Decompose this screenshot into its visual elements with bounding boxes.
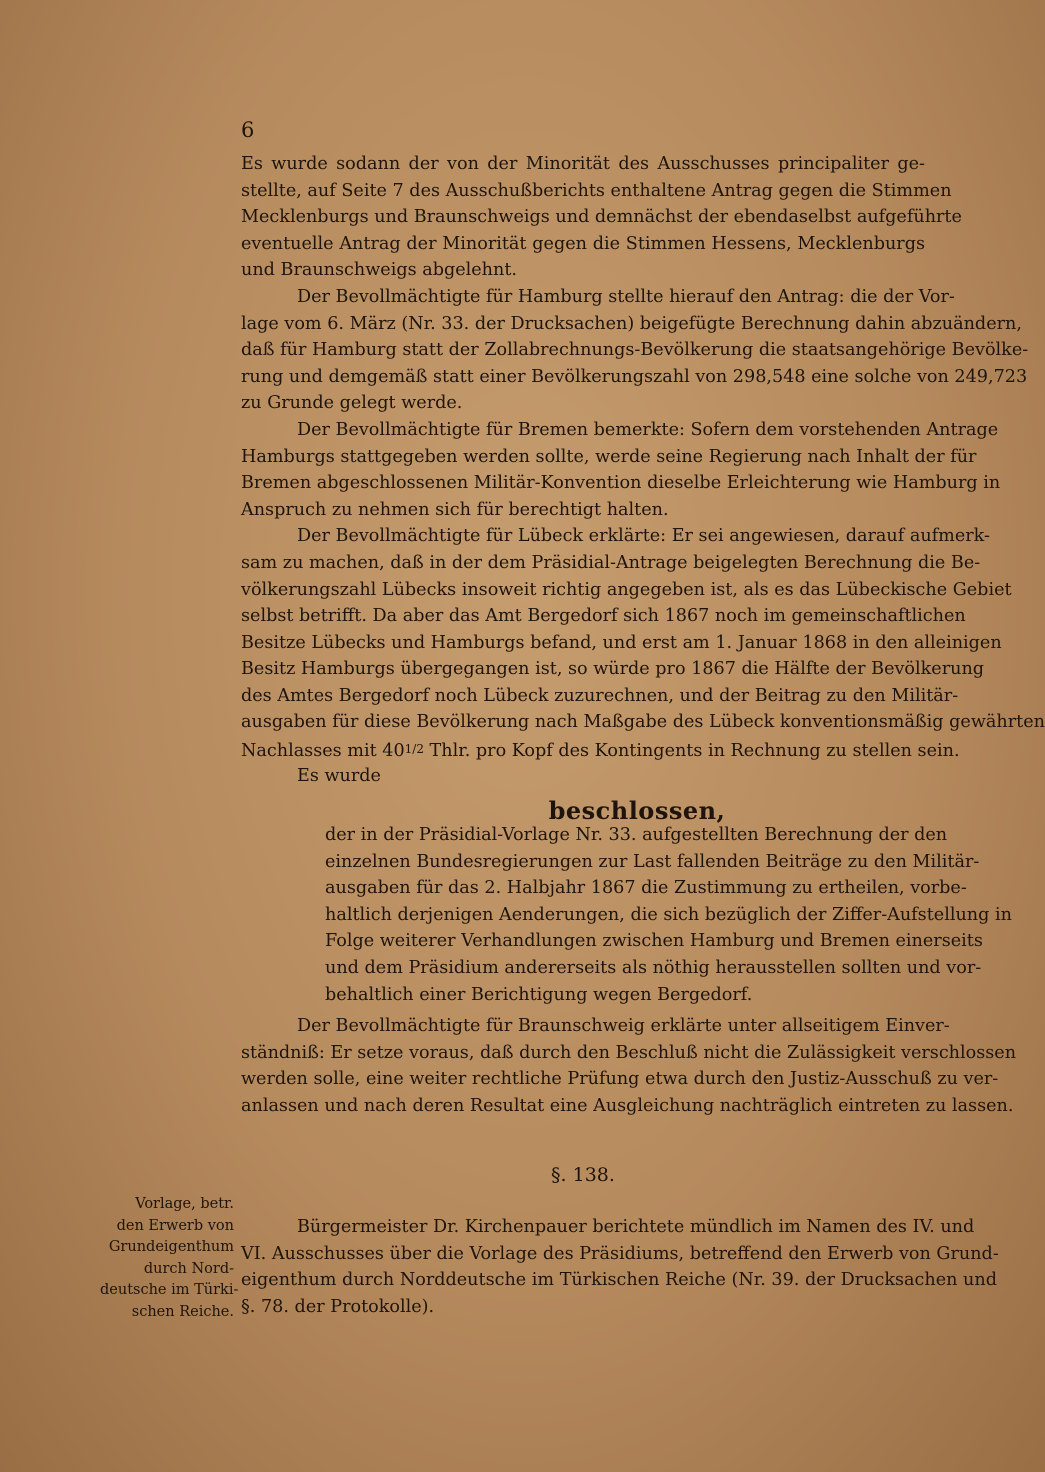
text-line: sam zu machen, daß in der dem Präsidial-Antrage beigelegten Berechnung die Be- — [241, 552, 981, 573]
text-line: lage vom 6. März (Nr. 33. der Drucksachen) beigefügte Berechnung dahin abzuändern, — [241, 313, 1022, 334]
text-line: ständniß: Er setze voraus, daß durch den Beschluß nicht die Zulässigkeit verschlossen — [241, 1042, 1017, 1063]
page-number: 6 — [241, 118, 255, 142]
margin-note-line: schen Reiche. — [131, 1303, 234, 1320]
text-line: Bremen abgeschlossenen Militär-Konvention dieselbe Erleichterung wie Hamburg in — [241, 473, 1001, 494]
text-line: anlassen und nach deren Resultat eine Ausgleichung nachträglich eintreten zu lassen. — [241, 1095, 1014, 1116]
margin-note-line: Vorlage, betr. — [135, 1196, 234, 1212]
margin-note — [100, 1194, 239, 1323]
text-line: Bürgermeister Dr. Kirchenpauer berichtete mündlich im Namen des IV. und — [297, 1217, 975, 1237]
text-line: Mecklenburgs und Braunschweigs und demnächst der ebendaselbst aufgeführte — [241, 207, 962, 228]
text-line: Der Bevollmächtigte für Bremen bemerkte: Sofern dem vorstehenden Antrage — [297, 419, 999, 440]
text-line: völkerungszahl Lübecks insoweit richtig angegeben ist, als es das Lübeckische Gebiet — [241, 579, 1012, 600]
text-line: Nachlasses mit 401/2 Thlr. pro Kopf des Kontingents in Rechnung zu stellen sein. — [241, 741, 960, 761]
paragraphs-block-2 — [241, 736, 960, 833]
text-line: Es wurde sodann der von der Minorität des Ausschusses principaliter ge- — [241, 154, 925, 174]
text-line: daß für Hamburg statt der Zollabrechnungs-Bevölkerung die staatsangehörige Bevölke- — [241, 340, 1029, 361]
section-number: §. 138. — [551, 1164, 615, 1186]
margin-note-line: durch Nord- — [143, 1260, 234, 1277]
text-line: stellte, auf Seite 7 des Ausschußberichts enthaltene Antrag gegen die Stimmen — [241, 180, 952, 201]
text-line: eventuelle Antrag der Minorität gegen die Stimmen Hessens, Mecklenburgs — [241, 233, 925, 254]
text-line: ausgaben für das 2. Halbjahr 1867 die Zustimmung zu ertheilen, vorbe- — [325, 878, 967, 899]
text-line: und dem Präsidium andererseits als nöthig herausstellen sollten und vor- — [325, 957, 982, 978]
paragraphs-block-1 — [241, 151, 1045, 736]
text-line: Besitze Lübecks und Hamburgs befand, und erst am 1. Januar 1868 in den alleinigen — [241, 632, 1002, 653]
text-line: haltlich derjenigen Aenderungen, die sich bezüglich der Ziffer-Aufstellung in — [325, 904, 1012, 925]
text-line: Der Bevollmächtigte für Lübeck erklärte: Er sei angewiesen, darauf aufmerk- — [297, 526, 990, 547]
resolution-block — [241, 822, 1012, 1008]
text-line: einzelnen Bundesregierungen zur Last fallenden Beiträge zu den Militär- — [325, 851, 980, 872]
text-line: Der Bevollmächtigte für Braunschweig erklärte unter allseitigem Einver- — [297, 1016, 950, 1036]
resolution-heading: beschlossen, — [548, 796, 726, 826]
text-line: der in der Präsidial-Vorlage Nr. 33. aufgestellten Berechnung der den — [325, 825, 948, 845]
text-line: behaltlich einer Berichtigung wegen Bergedorf. — [325, 984, 753, 1005]
text-line: Der Bevollmächtigte für Hamburg stellte hierauf den Antrag: die der Vor- — [297, 286, 955, 307]
text-line: werden solle, eine weiter rechtliche Prüfung etwa durch den Justiz-Ausschuß zu ver- — [241, 1069, 999, 1090]
text-line: Es wurde — [297, 765, 381, 786]
text-line: Folge weiterer Verhandlungen zwischen Hamburg und Bremen einerseits — [325, 931, 983, 952]
text-line: ausgaben für diese Bevölkerung nach Maßgabe des Lübeck konventionsmäßig gewährten — [241, 712, 1045, 733]
text-line: rung und demgemäß statt einer Bevölkerungszahl von 298,548 eine solche von 249,723 — [241, 366, 1028, 387]
text-line: des Amtes Bergedorf noch Lübeck zuzurechnen, und der Beitrag zu den Militär- — [241, 685, 959, 706]
fraction: 1/2 — [404, 742, 424, 756]
text-line: zu Grunde gelegt werde. — [241, 393, 463, 414]
text-line: eigenthum durch Norddeutsche im Türkischen Reiche (Nr. 39. der Drucksachen und — [241, 1270, 997, 1291]
text-line: §. 78. der Protokolle). — [241, 1296, 435, 1317]
margin-note-line: Grundeigenthum — [108, 1239, 234, 1255]
margin-note-line: deutsche im Türki- — [100, 1282, 239, 1298]
text-line: selbst betrifft. Da aber das Amt Bergedorf sich 1867 noch im gemeinschaftlichen — [241, 606, 966, 627]
text-line: Besitz Hamburgs übergegangen ist, so würde pro 1867 die Hälfte der Bevölkerung — [241, 659, 985, 680]
paragraphs-block-3 — [241, 1013, 1017, 1119]
paragraphs-block-4 — [241, 1214, 999, 1320]
margin-note-line: den Erwerb von — [116, 1217, 234, 1234]
text-line: Anspruch zu nehmen sich für berechtigt halten. — [241, 499, 669, 520]
text-line: Hamburgs stattgegeben werden sollte, werde seine Regierung nach Inhalt der für — [241, 446, 977, 467]
text-line: VI. Ausschusses über die Vorlage des Präsidiums, betreffend den Erwerb von Grund- — [241, 1243, 999, 1264]
text-line: und Braunschweigs abgelehnt. — [241, 260, 517, 281]
